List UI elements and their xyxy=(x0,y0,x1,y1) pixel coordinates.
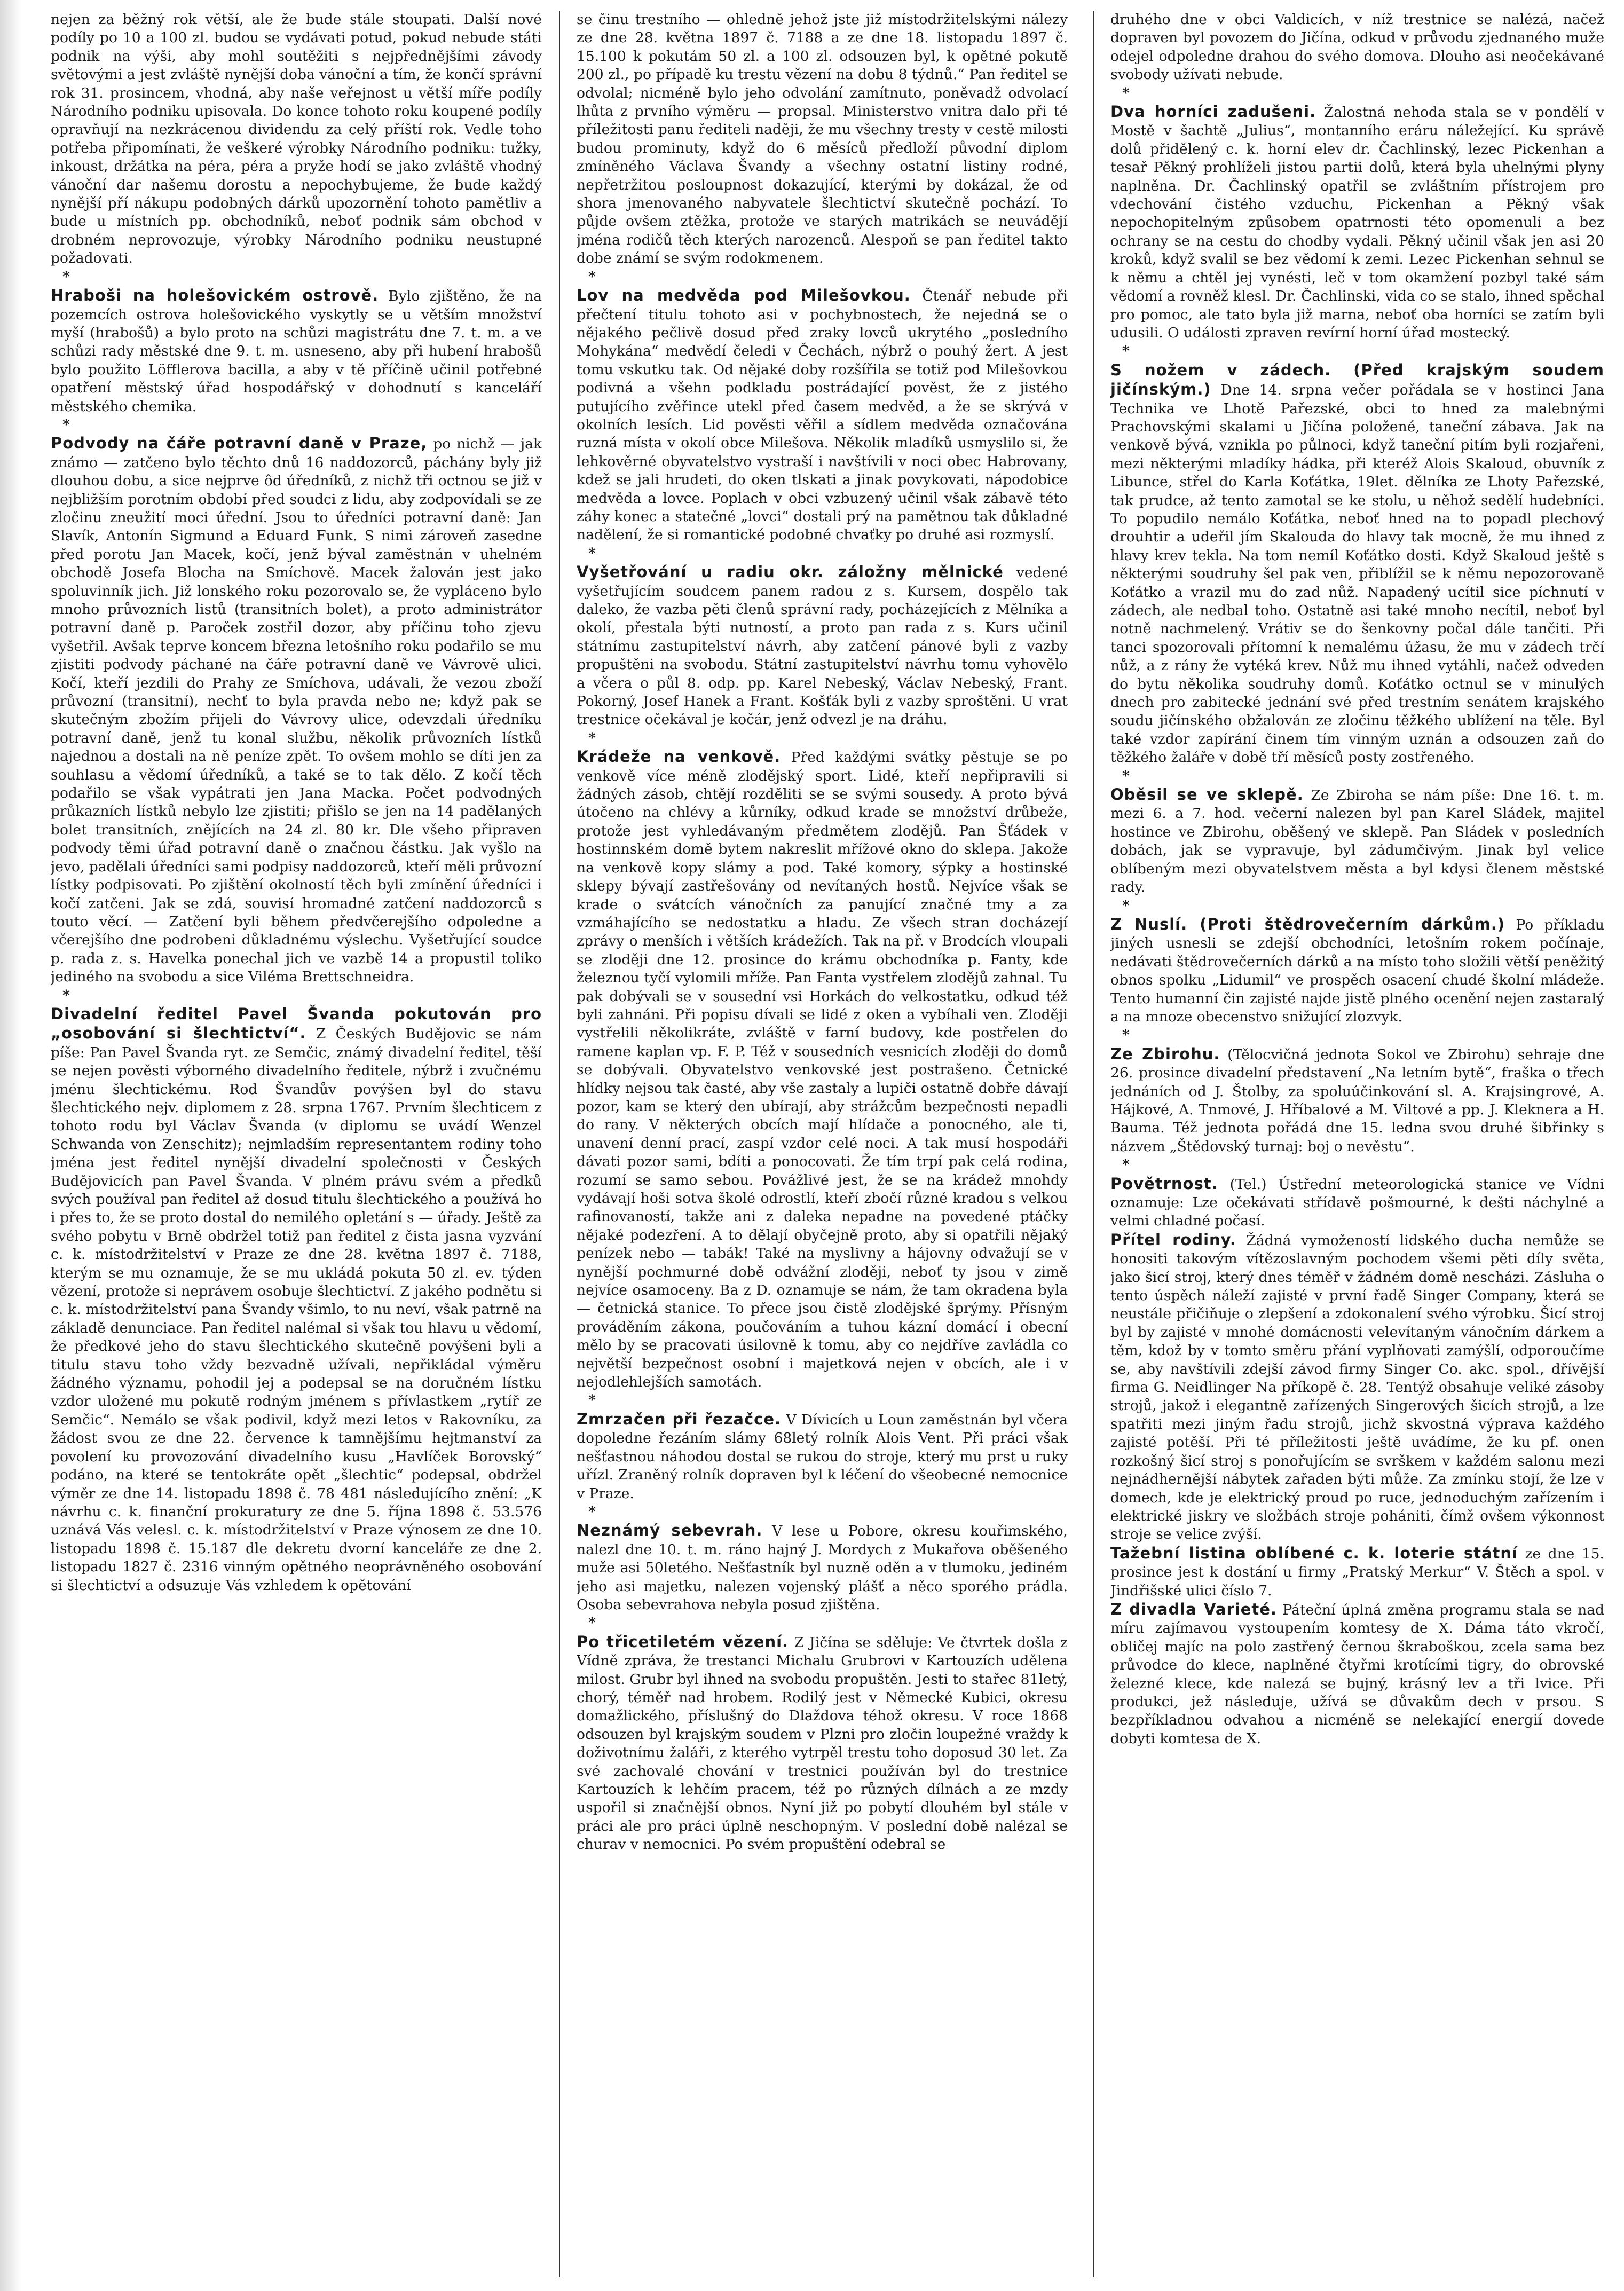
bullet-star: * xyxy=(588,545,596,562)
article-item xyxy=(577,1391,1068,1410)
article-text: Páteční úplná změna programu stala se nad míru zajímavou vystoupením komtesy de X. Dáma táto vkročí, obličej majíc na polo zastřený černou škraboškou, zcela sama bez průvodce do klece, naplněné čtyřmi krotícími tigry, do obrovské železné klece, kde nalezá se bujný, krásný lev a tři lvice. Při produkci, jež následuje, užívá se důvakům dech v prsou. S bezpříkladnou odvahou a nicméně se nelekající energií dovede dobyti komtesa de X. xyxy=(1110,1601,1604,1747)
bullet-star: * xyxy=(588,1615,596,1632)
bullet-star: * xyxy=(1122,1156,1130,1174)
bullet-star: * xyxy=(62,268,70,285)
article-item xyxy=(1110,84,1604,103)
article-text: (Tělocvičná jednota Sokol ve Zbirohu) sehraje dne 26. prosince divadelní představení „Na letním bytě“, fraška o třech jednáních od J. Štolby, za spoluúčinkování sl. A. Krajsingrové, A. Hájkové, A. Tnmové, J. Hříbalové a M. Viltové a pp. J. Kleknera a H. Bauma. Též jednota pořádá dne 15. ledna svou druhé šibřinky s názvem „Štědovský turnaj: boj o nevěstu“. xyxy=(1110,1046,1604,1155)
article-item xyxy=(577,1614,1068,1632)
bullet-star: * xyxy=(1122,1027,1130,1044)
article-heading: S nožem v zádech. (Před krajským soudem jičínským.) xyxy=(1110,360,1604,399)
article-item xyxy=(1110,1156,1604,1174)
article-item xyxy=(577,729,1068,747)
article-heading: Z Nuslí. (Proti štědrovečerním dárkům.) xyxy=(1110,915,1505,933)
article-heading: Dva horníci zadušeni. xyxy=(1110,103,1316,121)
article-text: (Tel.) Ústřední meteorologická stanice ve Vídni oznamuje: Lze očekávati střídavě pošmourné, k dešti náchylné a velmi chladné počasí. xyxy=(1110,1176,1604,1230)
page-edge-shadow xyxy=(0,0,21,2291)
bullet-star: * xyxy=(588,1503,596,1520)
article-heading: Divadelní ředitel Pavel Švanda pokutován pro „osobování si šlechtictví“. xyxy=(51,1004,542,1043)
article-item xyxy=(577,545,1068,563)
article-heading: Tažební listina oblíbené c. k. loterie státní xyxy=(1110,1544,1518,1562)
article-heading: Vyšetřování u radiu okr. záložny mělnické xyxy=(577,563,1004,581)
article-text: V lese u Pobore, okresu kouřimského, nalezl dne 10. t. m. ráno hajný J. Mordych z Mukařova oběšeného muže asi 50letého. Nešťastník byl nuzně oděn a v tlumoku, jediném jeho asi majetku, nalezen vojenský plášť a něco sporého prádla. Osoba sebevrahova nebyla posud zjištěna. xyxy=(577,1523,1068,1613)
article-text: Dne 14. srpna večer pořádala se v hostinci Jana Technika ve Lhotě Pařezské, obci to hned za malebnými Prachovskými skalami u Jičína položené, taneční zábava. Jak na venkově bývá, vznikla po půlnoci, když taneční pitím byli rozjařeni, mezi některými mladíky hádka, při kteréž Alois Skaloud, obuvník z Libunce, střel do Karla Koťátka, 19let. dělníka ze Lhoty Pařezské, tak prudce, až tento zamotal se ke stolu, u něhož sedělí hudebníci. To popudilo nemálo Koťátka, neboť hned na to popadl plechový drouhtir a udeřil jím Skalouda do hlavy tak mocně, že mu ihned z hlavy krev tekla. Na tom nemíl Koťátko dosti. Když Skaloud ještě s některými soudruhy šel pak ven, přiblížil se k němu nepozorovaně Koťátko a vrazil mu do zad nůž. Napadený ucítil sice píchnutí v zádech, ale nedbal toho. Ostatně asi také mnoho necítil, neboť byl notně nachmelený. Vrátiv se do šenkovny počal dále tančiti. Při tanci spozorovali přítomní k nemalému úžasu, že mu v zádech trčí nůž, a z rány že vytéká krev. Nůž mu ihned vytáhli, načež odveden do bytu několika soudruhy domů. Koťátko octnul se v minulých dnech pro zabitecké jednání své před trestním senátem krajského soudu jičínského obžalován ze zločinu těžkého ublížení na těle. Byl také vzdor zapírání činem tím vinným uznán a odsouzen zaň do těžkého žaláře v době tří měsíců posty zostřeného. xyxy=(1110,382,1604,766)
article-item xyxy=(51,268,542,286)
article-heading: Neznámý sebevrah. xyxy=(577,1521,763,1540)
article-item xyxy=(1110,1026,1604,1044)
article-text: Žalostná nehoda stala se v pondělí v Mostě v šachtě „Julius“, montanního eráru náležející. Ku správě dolů přidělený c. k. horní elev dr. Čachlinský, lezec Pickenhan a tesař Pěkný prohlíželi jistou partii dolů, která byla uhelnými plyny naplněna. Dr. Čachlinský opatřil se zvláštním přístrojem pro vdechování čistého vzduchu, Pickenhan a Pěkný však nepochopitelným způsobem opatrnosti této opomenuli a bez ochrany se na cestu do chodby vydali. Pěkný učinil však jen asi 20 kroků, když svalil se bez vědomí k zemi. Lezec Pickenhan sehnul se k němu a chtěl jej vynésti, leč v tom okamžení pozbyl také sám vědomí a rovněž klesl. Dr. Čachlinski, vida co se stalo, ihned spěchal pro pomoc, ale tato byla již marna, neboť oba horníci se zatím byli udusili. O události zpraven revírní horní úřad mostecký. xyxy=(1110,104,1604,341)
article-paragraph: nejen za běžný rok větší, ale že bude stále stoupati. Další nové podíly po 10 a 100 zl. budou se vydávati potud, pokud nebude státi podnik na výši, aby mohl soutěžiti s nejpřednějšími závody světovými a jest zvláště nynější doba vánoční a tím, že končí správní rok 31. prosincem, vhodná, aby naše veřejnost u větší míře podíly Národního podniku upisovala. Do konce tohoto roku koupené podíly opravňují na nezkrácenou dividendu za celý příští rok. Vedle toho potřeba připomínati, že veškeré výrobky Národního podniku: tužky, inkoust, držátka na péra, péra a pryže hodí se jako zvláště vhodný vánoční dar našemu dorostu a nepochybujeme, že bude každý nynější pří nákupu podobných dárků upozornění tohoto pamětliv a bude u místních pp. obchodníků, neboť podnik sám obchod v drobném neprovozuje, výrobky Národního podniku neustupné požadovati. xyxy=(51,11,542,267)
article-paragraph: druhého dne v obci Valdicích, v níž trestnice se nalézá, načež dopraven byl povozem do Jičína, odkud v průvodu zjednaného muže odejel odpoledne drahou do svého domova. Dlouho asi neočekávané svobody užívati nebude. xyxy=(1110,11,1604,83)
article-heading: Přítel rodiny. xyxy=(1110,1230,1236,1249)
article-heading: Podvody na čáře potravní daně v Praze, xyxy=(51,434,428,453)
article-text: Čtenář nebude při přečtení titulu tohoto asi v pochybnostech, že nejedná se o nějakého pečlivě dosud před zraky lovců ukrytého „posledního Mohykána“ medvědí čeledi v Čechách, nýbrž o pouhý žert. A jest tomu vskutku tak. Od nějaké doby rozšířila se totiž pod Milešovkou podivná a všehn podkladu postrádající pověst, že z jistého putujícího zvěřince utekl před časem medvěd, a že se skrývá v okolních lesích. Lid pověsti věřil a sídlem medvěda označována ruzná místa v okolí obce Milešova. Několik mladíků usmyslilo si, že lehkověrné obyvatelstvo vystraší i navštívili v noci obec Habrovany, kdež se jali hrudeti, do oken tlskati a jinak povykovati, nápodobice medvěda a lovce. Poplach v obci vzbuzený učinil však zábavě této záhy konec a statečné „lovci“ dostali prý na pamětnou tak důkladné nadělení, že si romantické podobné chvaťky po druhé asi rozmyslí. xyxy=(577,288,1068,544)
article-paragraph: se činu trestního — ohledně jehož jste již místodržitelskými nálezy ze dne 28. května 1897 č. 7188 a ze dne 18. listopadu 1897 č. 15.100 k pokutám 50 zl. a 100 zl. odsouzen byl, k opětné pokutě 200 zl., po případě ku trestu vězení na dobu 8 týdnů.“ Pan ředitel se odvolal; nicméně bylo jeho odvolání zamítnuto, poněvadž odvolací lhůta z prvního výměru — propsal. Ministerstvo vnitra dalo při té příležitosti panu řediteli naději, že mu všechny tresty v cestě milosti budou prominuty, když do 6 měsíců předloží původní diplom zmíněného Václava Švandy a všechny ostatní listiny rodné, nepřetržitou posloupnost dokazující, kterými by dokázal, že od shora jmenovaného nabyvatele šlechtictví skutečně pochází. To půjde ovšem ztěžka, protože ve starých matrikách se neuvádějí jména rodičů těch kterých narozenců. Alespoň se pan ředitel takto dobe známí se svým rodokmenem. xyxy=(577,11,1068,267)
article-text: Před každými svátky pěstuje se po venkově více méně zlodějský sport. Lidé, kteří nepřipravili si žádných zásob, chtějí rozděliti se se svými sousedy. A proto bývá útočeno na chlévy a kůrníky, odkud krade se množství drůbeže, protože jest vyhledávaným předmětem zlodějů. Pan Šťádek v hostinnském domě bytem nakreslit mřížové okno do sklepa. Jakože na venkově kopy slámy a pod. Také komory, sýpky a hostinské sklepy bývají zastřešovány od nevítaných hostů. Nejvíce však se krade o svátcích vánočních za panující značné tmy a za vzmáhajícího se nedostatku a hladu. Ze všech stran docházejí zprávy o menších i větších krádežích. Tak na př. v Brodcích vloupali se zloději dne 12. prosince do krámu obchodníka p. Fanty, kde železnou tyčí vylomili mříže. Pan Fanta vystřelem zlodějů zahnal. Tu pak dobývali se v sousední vsi Horkách do velkostatku, odkud též byli zahnáni. Při popisu dívali se lidé z oken a vybíhali ven. Zloději vystřelili několikráte, zvláště v farní budovy, kde postřelen do ramene kaplan vp. F. P. Též v sousedních vesnicích zloději do domů se dobývali. Obyvatelstvo venkovské jest postrašeno. Četnické hlídky nejsou tak časté, aby vše zastaly a lupiči ostatně dobře dávají pozor, kam se který den ubírají, aby strážcům bezpečnosti nepadli do rany. V některých obcích mají hlídače a ponocného, ale ti, unavení denní prací, zaspí vzdor celé noci. A tak musí hospodáři dávati pozor sami, bdíti a ponocovati. Že tím trpí pak celá rodina, rozumí se samo sebou. Povážlivé jest, že se na krádež mnohdy vydávají hoši sotva školé odrostlí, kteří zbočí různé kradou s velkou rafinovaností, takže ani z daleka nepadne na povedené ptáčky nějaké podezření. A to dělají obyčejně proto, aby si opatřili nějaký penízek nebo — tabák! Také na myslivny a hájovny odvažují se v nynější pochmurné době odvážní zloději, neboť ty jsou v zimě nejvíce osamoceny. Ba z D. oznamuje se nám, že tam okradena byla — četnická stanice. To přece jsou čistě zlodějské šprýmy. Přísným prováděním zákona, poučováním a tuhou kázní domácí i obecní mělo by se pracovati úsilovně k tomu, aby co nejdříve zavládla co největší bezpečnost osobní i majetková nejen v obcích, ale i v nejodlehlejších samotách. xyxy=(577,749,1068,1391)
bullet-star: * xyxy=(62,416,70,433)
article-text: Z Jičína se sděluje: Ve čtvrtek došla z Vídně zpráva, že trestanci Michalu Grubrovi v Kartouzích udělena milost. Grubr byl ihned na svobodu propuštěn. Jesti to stařec 81letý, chorý, téměř nad hrobem. Rodilý jest v Německé Kubici, okresu domažlického, příslušný do Dlaždova téhož okresu. V roce 1868 odsouzen byl krajským soudem v Plzni pro zločin loupežné vraždy k doživotnímu žaláři, z kterého vytrpěl trestu toho doposud 30 let. Za své zachovalé chování v trestnici používán byl do trestnice Kartouzích k lehčím pracem, též po různých dílnách a ze mzdy uspořil si značnější obnos. Nyní již po pobytí dlouhém byl stále v práci ale pro práci úplně neschopným. V poslední době nalézal se churav v nemocnici. Po svém propuštění odebral se xyxy=(577,1634,1068,1853)
article-text: Po příkladu jiných usnesli se zdejší obchodníci, letošním rokem počínaje, nedávati štědrovečerních dárků a na místo toho složili větší peněžitý obnos spolku „Lidumil“ ve prospěch osacení chudé školní mládeže. Tento humanní čin zajisté najde jistě plného ocenění nejen zastaralý a na mnoze obecenstvo snižující zlozvyk. xyxy=(1110,916,1604,1025)
article-text: Bylo zjištěno, že na pozemcích ostrova holešovického vyskytly se u větším množství myší (hrabošů) a bylo proto na schůzi magistrátu dne 7. t. m. a ve schůzi rady městské dne 9. t. m. usneseno, aby při hubení hrabošů bylo použito Löfflerova bacilla, a aby v tě příčině učinil potřebné opatření městský úřad hospodářský v dohodnutí s kanceláří městského chemika. xyxy=(51,288,542,415)
article-heading: Lov na medvěda pod Milešovkou. xyxy=(577,286,911,305)
article-heading: Zmrzačen při řezačce. xyxy=(577,1410,782,1428)
article-heading: Z divadla Varieté. xyxy=(1110,1600,1277,1618)
article-heading: Hraboši na holešovickém ostrově. xyxy=(51,286,379,305)
column-2 xyxy=(577,11,1068,2277)
article-item xyxy=(51,416,542,434)
article-text: Žádná vymožeností lidského ducha nemůže se honositi takovým vítězoslavným pochodem všemi pěti díly světa, jako šicí stroj, který dnes téměř v žádném domě nescházi. Zásluha o tento úspěch náleží zajisté v první řadě Singer Company, která se neustále přičiňuje o zlepšení a zdokonalení svého výrobku. Šicí stroj byl by zajisté v mnohé domácnosti velevítaným vánočním dárkem a těm, kdož by v tomto směru přání vyplňovati zamýšlí, odporoučíme se, aby navštívili zdejší závod firmy Singer Co. akc. spol., dřívější firma G. Neidlinger Na příkopě č. 28. Tentýž obsahuje veliké zásoby strojů, jakož i elegantně zařízených Singerových šicích strojů, a lze spatřiti mezi jiným řadu strojů, jichž skvostná výprava každého zajisté potěší. Při té příležitosti ještě uvádíme, že ku pf. onen rozkošný šicí stroj s ponořujícím se svrškem v každém salonu mezi nejnádhernější nábytek zařaden býti může. Za zmínku stojí, že lze v domech, kde je elektrický proud po ruce, jednoduchým zařízením i elektrické jiskry ve složbách stroje pohániti, čímž ovšem výkonnost stroje se velice zvýší. xyxy=(1110,1232,1604,1543)
article-item xyxy=(577,268,1068,286)
article-text: Z Českých Budějovic se nám píše: Pan Pavel Švanda ryt. ze Semčic, známý divadelní ředitel, těší se nejen pověsti výborného divadelního ředitele, nýbrž i zvučnému jménu šlechtickému. Rod Švandův povýšen byl do stavu šlechtického nejv. diplomem z 28. srpna 1767. Prvním šlechticem z tohoto rodu byl Václav Švanda (v diplomu se uvádí Wenzel Schwanda von Zenschitz); nejmladším representantem rodiny toho jména jest ředitel nynější divadelní společnosti v Českých Budějovicích pan Pavel Švanda. V plném právu svém a předků svých používal pan ředitel až dosud titulu šlechtického a používá ho i přes to, že se proto dostal do nemilého opletání s — úřady. Ještě za svého pobytu v Brně obdržel totiž pan ředitel z čista jasna vyzvání c. k. místodržitelství v Praze ze dne 28. května 1897 č. 7188, kterým se mu oznamuje, že se mu ukládá pokuta 50 zl. ev. týden vězení, protože si neprávem osobuje šlechtictví. Z jakého podnětu si c. k. místodržitelství pana Švandy všimlo, to nu neví, však patrně na základě denunciace. Pan ředitel nalémal si však tou hlavu u vědomí, že předkové jeho do stavu šlechtického skutečně povýšeni byli a titulu stavu toho vždy bezvadně užívali, nepřikládal výměru žádného významu, pohodil jej a podepsal se na doručném lístku vzdor uložené mu pokutě rodným jménem s přívlastkem „rytíř ze Semčic“. Nemálo se však podivil, když mezi letos v Rakovníku, za žádost svou ze dne 22. července k tamnějšímu hejtmanství za povolení ku provozování divadelního kusu „Havlíček Borovský“ podáno, na které se tentokráte opět „šlechtic“ podepsal, obdržel výměr ze dne 14. listopadu 1898 č. 78 481 následujícího znění: „K návrhu c. k. finanční prokuratury ze dne 5. října 1898 č. 53.576 uznává Vás velesl. c. k. místodržitelství v Praze výnosem ze dne 10. listopadu 1898 č. 15.187 dle dekretu dvorní kanceláře ze dne 2. listopadu 1827 č. 2316 vinným opětného neoprávněného osobování si šlechtictví a odsuzuje Vás vzhledem k opětování xyxy=(51,1026,542,1594)
bullet-star: * xyxy=(62,987,70,1004)
bullet-star: * xyxy=(1122,343,1130,360)
bullet-star: * xyxy=(1122,767,1130,784)
column-3 xyxy=(1110,11,1604,2277)
news-sheet xyxy=(51,11,1604,2280)
article-text: V Dívicích u Loun zaměstnán byl včera dopoledne řezáním slámy 68letý rolník Alois Vent. Při práci však nešťastnou náhodou dostal se rukou do stroje, který mu prst u ruky uřízl. Zraněný rolník dopraven byl k léčení do všeobecné nemocnice v Praze. xyxy=(577,1411,1068,1502)
bullet-star: * xyxy=(588,1392,596,1409)
column-divider xyxy=(559,11,560,2277)
column-divider xyxy=(1093,11,1094,2277)
article-heading: Ze Zbirohu. xyxy=(1110,1044,1220,1063)
article-item xyxy=(1110,767,1604,785)
bullet-star: * xyxy=(588,268,596,285)
article-text: po nichž — jak známo — zatčeno bylo těchto dnů 16 naddozorců, páchány byly již dlouhou dobu, a sice nejprve ôd úředníků, z nichž tři octnou se již v nejbližším porotním období před soudci z lidu, aby zodpovídali se ze zločinu zneužití moci úřední. Jsou to úředníci potravní daně: Jan Slavík, Antonín Sigmund a Eduard Funk. S nimi zároveň zasedne před porotu Jan Macek, kočí, jenž býval zaměstnán v uhelném obchodě Josefa Blocha na Smíchově. Macek žalován jest jako spoluvinník jich. Již lonského roku pozorovalo se, že vypláceno bylo mnoho průvozních listů (transitních bolet), a proto administrátor potravní daně p. Paroček zostřil dozor, aby příčinu toho zjevu vyšetřil. Avšak teprve koncem března letošního roku podařilo se mu zjistiti podvody páchané na čáře potravní daně ve Vávrově ulici. Kočí, kteří jezdili do Prahy ze Smíchova, udávali, že vezou zboží průvozní (transitní), nechť to byla pravda nebo ne; když pak se skutečným zbožím přijeli do Vávrovy ulice, odevzdali úředníku potravní daně, jenž tu konal službu, několik průvozních lístků najednou a dostali na ně peníze zpět. To ovšem mohlo se díti jen za souhlasu a vědomí úředníků, a také se to tak dělo. Z kočí těch podařilo se však vypátrati jen Jana Macka. Počet podvodných průkazních lístků nebylo lze zjistiti; přišlo se jen na 14 padělaných bolet transitních, znějících na 24 zl. 80 kr. Dle všeho připraven podvody těmi úřad potravní daně o značnou částku. Jak vyšlo na jevo, padělali úředníci sami podpisy naddozorců, kteří měli průvozní lístky podpisovati. Po zjištění okolností těch byli zmínění úředníci i kočí zatčeni. Jak se zdá, souvisí hromadné zatčení naddozorců s touto věcí. — Zatčení byli během předvčerejšího odpoledne a včerejšího dne podrobeni důkladnému výslechu. Vyšetřující soudce p. rada z. s. Havelka ponechal jich ve vazbě 14 a propustil toliko jediného na svobodu a sice Viléma Brettschneidra. xyxy=(51,436,542,986)
bullet-star: * xyxy=(1122,897,1130,914)
article-heading: Krádeže na venkově. xyxy=(577,747,781,766)
article-text: ze dne 15. prosince jest k dostání u firmy „Pratský Merkur“ V. Štěch a spol. v Jindřišské ulici číslo 7. xyxy=(1110,1545,1604,1599)
article-item xyxy=(51,987,542,1005)
article-heading: Oběsil se ve sklepě. xyxy=(1110,785,1304,804)
article-text: Ze Zbiroha se nám píše: Dne 16. t. m. mezi 6. a 7. hod. večerní nalezen byl pan Karel Sládek, majitel hostince ve Zbirohu, oběšený ve sklepě. Pan Sládek v posledních dobách, jak se vypravuje, byl zádumčivým. Jinak byl velice oblíbeným mezi obyvatelstvem města a byl kdysi členem městské rady. xyxy=(1110,787,1604,896)
article-item xyxy=(1110,342,1604,360)
column-1 xyxy=(51,11,542,2277)
article-item xyxy=(1110,897,1604,915)
bullet-star: * xyxy=(1122,84,1130,101)
article-heading: Po třicetiletém vězení. xyxy=(577,1632,789,1651)
article-heading: Povětrnost. xyxy=(1110,1174,1218,1193)
article-item xyxy=(577,1503,1068,1521)
article-text: vedené vyšetřujícím soudcem panem radou z s. Kursem, dospělo tak daleko, že vazba pěti členů správní rady, pocházejících z Mělníka a okolí, přestala býti nutností, a proto pan rada z s. Kurs učinil státnímu zastupitelství návrh, aby zatčení pánové byli z vazby propuštěni na svobodu. Státní zastupitelství návrhu tomu vyhovělo a včera o půl 8. odp. pp. Karel Nebeský, Václav Nebeský, Frant. Pokorný, Josef Hanek a Frant. Košťák byli z vazby sproštěni. U vrat trestnice očekával je kočár, jenž odvezl je na dráhu. xyxy=(577,564,1068,728)
bullet-star: * xyxy=(588,729,596,746)
